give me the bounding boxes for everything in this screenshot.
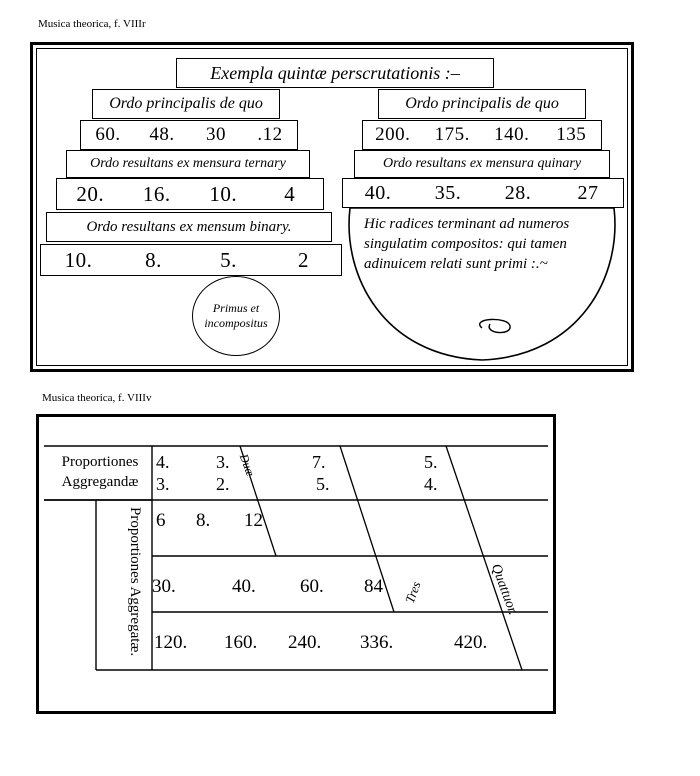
left-binary-label: Ordo resultans ex mensum binary. [46,212,332,242]
value: 2 [298,247,309,272]
right-principal-values [362,120,602,150]
top-row-1 [156,452,536,474]
value: 6 [156,510,166,531]
value: 40. [364,181,392,204]
value: 160. [224,632,258,653]
value: 10. [209,181,238,206]
value: 28. [504,181,532,204]
left-principal-values [80,120,298,150]
value: 3. [156,474,170,494]
left-binary-values [40,244,342,276]
value: 16. [142,181,171,206]
row-header: Proportiones Aggregandæ [61,454,139,490]
value: 120. [154,632,188,653]
col-header-text: Proportiones Aggregatæ. [127,507,143,657]
value: 30 [206,124,226,145]
value: 420. [454,632,488,653]
quattuor-label: Quattuor. [487,562,521,618]
value: 12 [244,510,263,531]
caption-bottom: Musica theorica, f. VIIIv [42,392,152,404]
value: 8. [145,247,162,272]
value: 4. [156,452,170,472]
value: 4. [424,474,438,494]
left-ternary-label: Ordo resultans ex mensura ternary [66,150,310,178]
row-quattuor [154,632,514,658]
right-principal-label: Ordo principalis de quo [378,89,586,119]
value: 84 [364,576,383,597]
value: 27 [577,181,599,204]
row-tres [152,576,412,602]
value: 35. [434,181,462,204]
value: 48. [149,124,175,145]
value: 140. [494,124,530,145]
duae-label: Duæ [236,452,258,479]
bowl-text: Hic radices terminant ad numeros singulatim compositos: qui tamen adinuicem relati sunt primi :.~ [364,216,570,272]
value: 3. [216,452,230,472]
caption-top: Musica theorica, f. VIIIr [38,18,146,30]
value: 8. [196,510,211,531]
value: 30. [152,576,176,597]
value: 7. [312,452,326,472]
value: 60. [95,124,121,145]
value: 5. [424,452,438,472]
value: 336. [360,632,394,653]
value: 5. [316,474,330,494]
right-quinary-label: Ordo resultans ex mensura quinary [354,150,610,178]
value: 40. [232,576,256,597]
value: 10. [64,247,93,272]
value: 20. [76,181,105,206]
fig1-title: Exempla quintæ perscrutationis :– [176,58,494,88]
left-ternary-values [56,178,324,210]
right-quinary-values [342,178,624,208]
tres-label: Tres [402,579,424,606]
col-header [98,502,150,668]
value: .12 [257,124,283,145]
top-row-2 [156,474,536,496]
row-duae [156,510,356,536]
value: 60. [300,576,324,597]
value: 135 [556,124,587,145]
value: 4 [284,181,296,206]
value: 175. [434,124,470,145]
prime-circle [192,276,280,356]
circle-text: Primus et incompositus [204,301,268,330]
left-principal-label: Ordo principalis de quo [92,89,280,119]
value: 200. [375,124,411,145]
value: 2. [216,474,230,494]
value: 240. [288,632,322,653]
value: 5. [220,247,237,272]
